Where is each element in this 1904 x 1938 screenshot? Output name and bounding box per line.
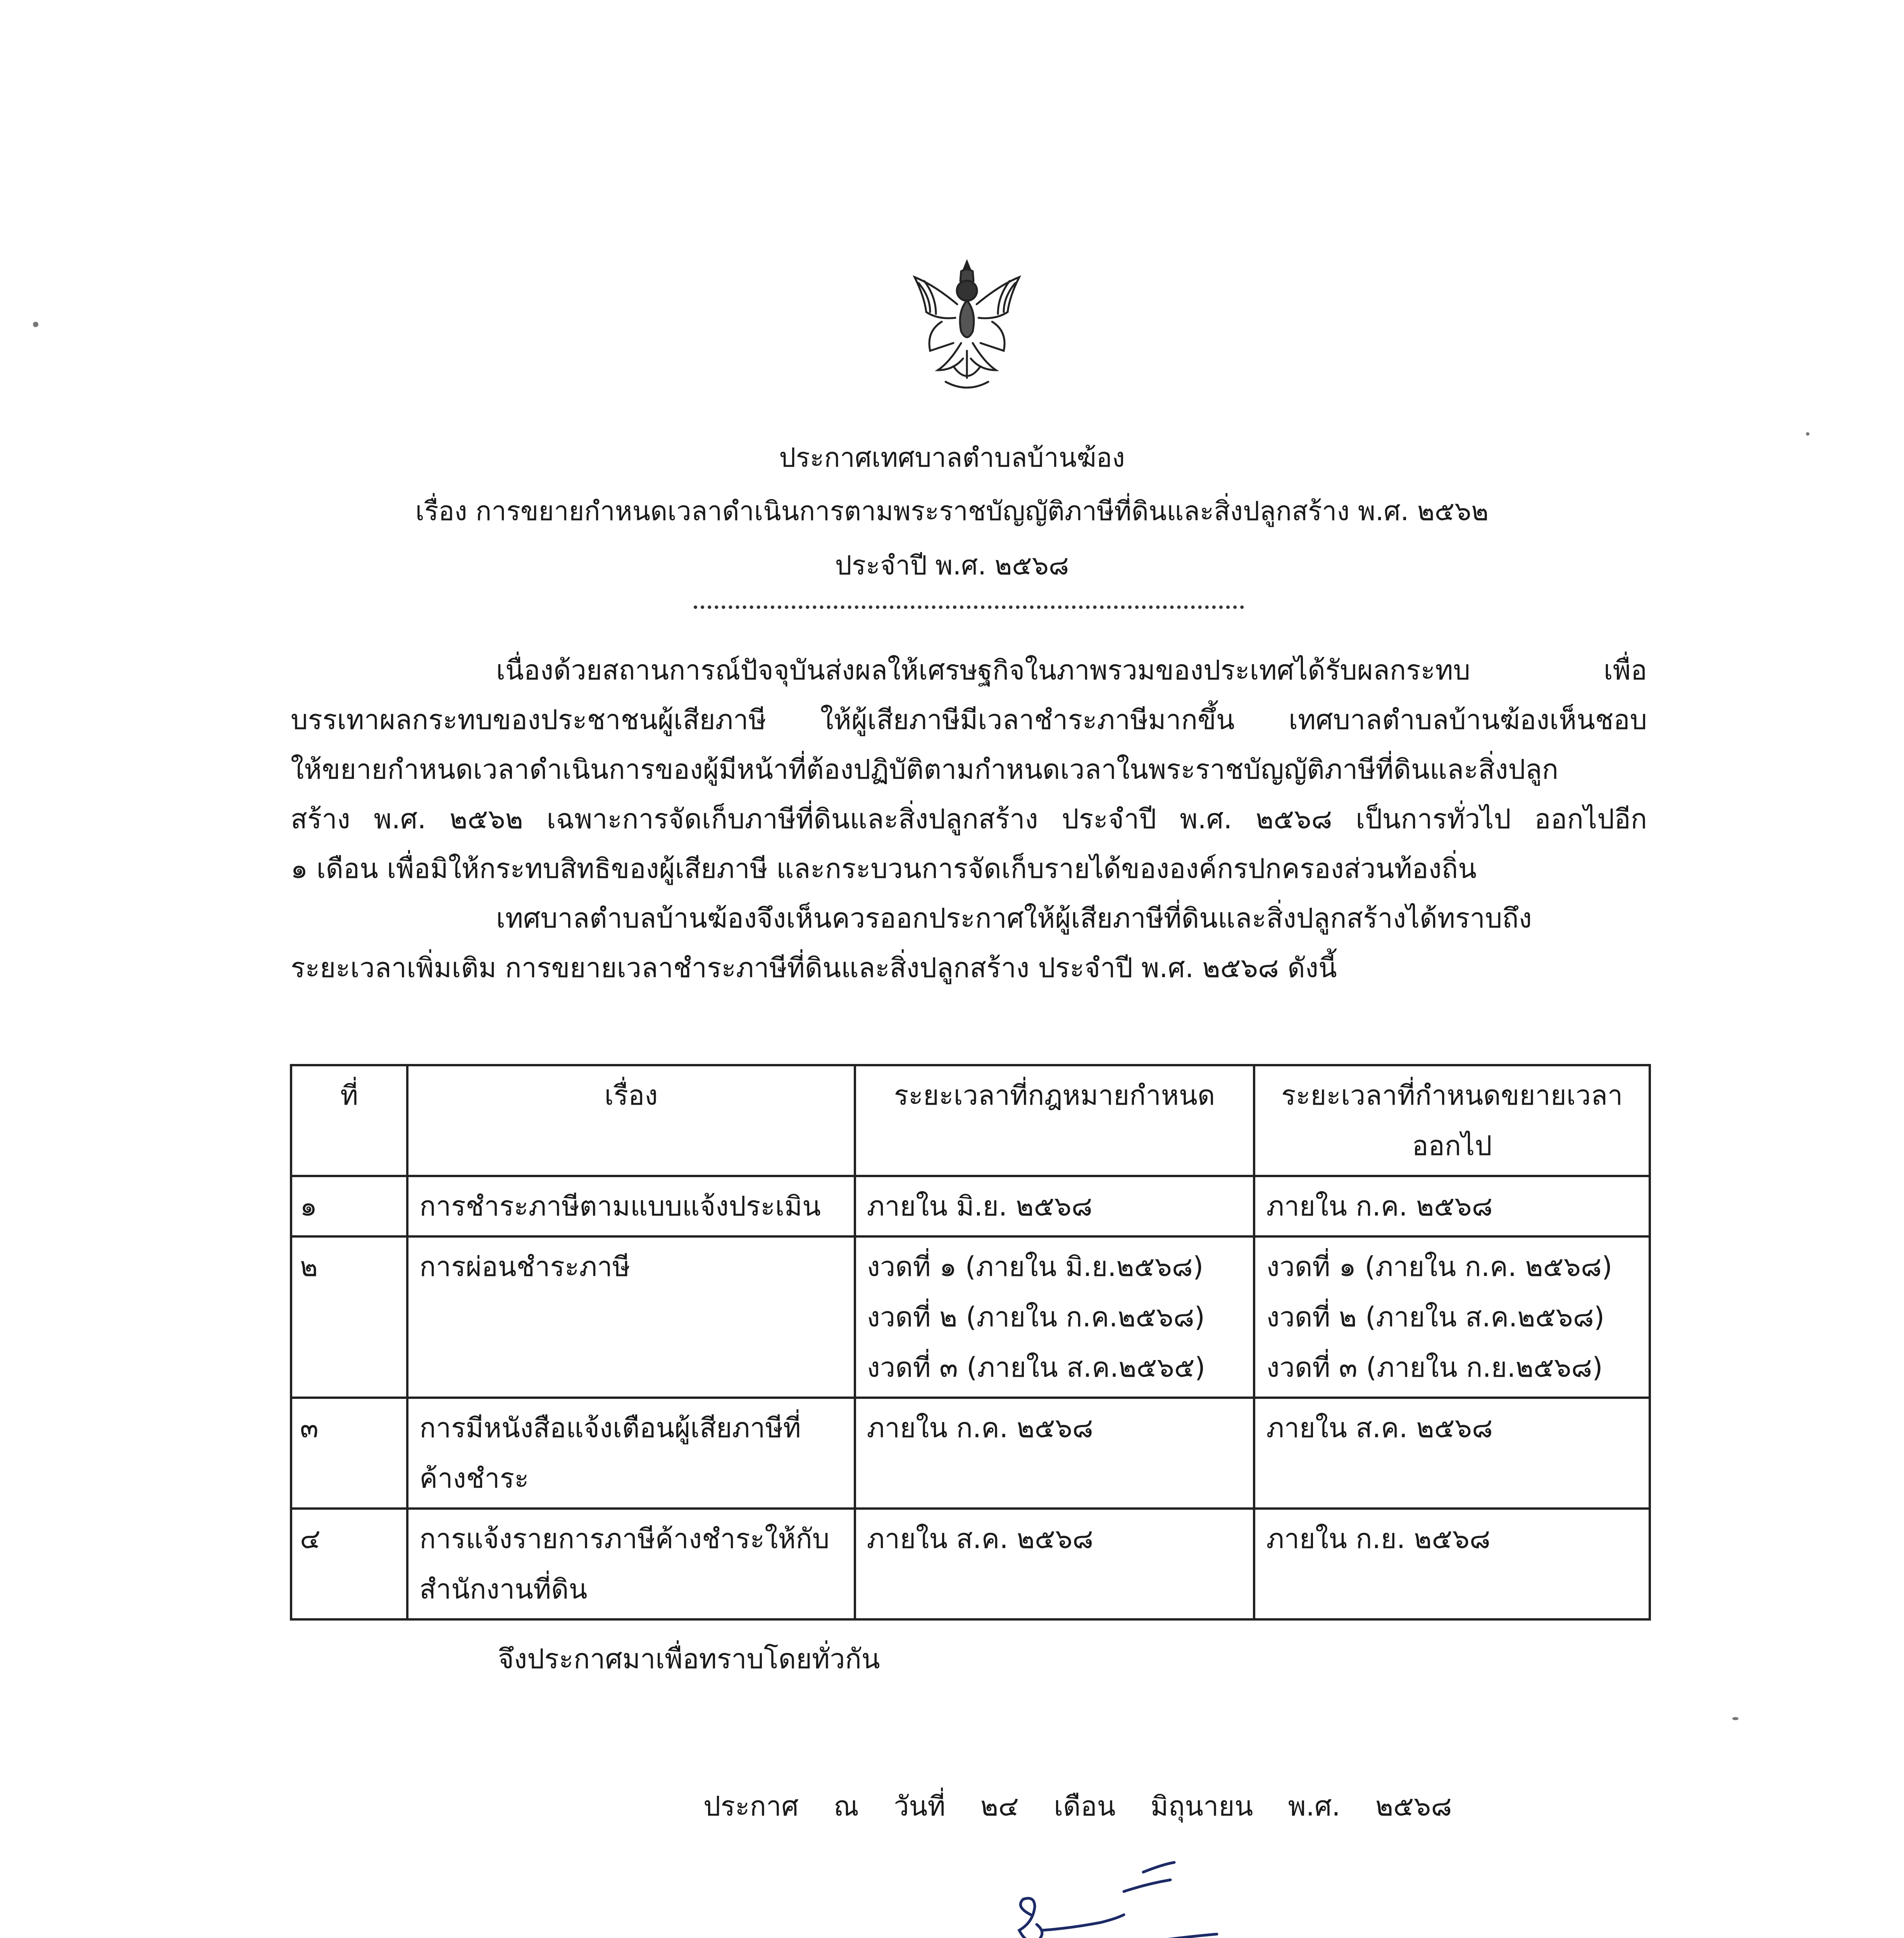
table-row [291,1236,1650,1398]
date-month: มิถุนายน [1150,1790,1253,1822]
table-header-row [291,1065,1650,1176]
row-extended-period [1254,1509,1650,1619]
row-extended-period [1254,1398,1650,1509]
announcement-organization: ประกาศเทศบาลตำบลบ้านฆ้อง [779,443,1125,473]
cell-line: การผ่อนชำระภาษี [419,1251,631,1283]
header-divider [694,605,1244,609]
scan-speck [33,322,38,327]
paragraph-line: บรรเทาผลกระทบของประชาชนผู้เสียภาษี ให้ผู้เสียภาษีมีเวลาชำระภาษีมากขึ้น เทศบาลตำบลบ้านฆ้องเห็นชอบ [291,704,1647,736]
cell-line: ภายใน ก.ย. ๒๕๖๘ [1266,1523,1490,1555]
closing-statement: จึงประกาศมาเพื่อทราบโดยทั่วกัน [498,1643,880,1675]
cell-line: งวดที่ ๒ (ภายใน ก.ค.๒๕๖๘) [867,1301,1205,1333]
header-extended-period [1254,1065,1650,1176]
date-month-label: เดือน [1054,1790,1116,1822]
paragraph-line: เนื่องด้วยสถานการณ์ปัจจุบันส่งผลให้เศรษฐกิจในภาพรวมของประเทศได้รับผลกระทบ เพื่อ [496,654,1647,686]
paragraph-line: เทศบาลตำบลบ้านฆ้องจึงเห็นควรออกประกาศให้ผู้เสียภาษีที่ดินและสิ่งปลูกสร้างได้ทราบถึง [496,902,1532,934]
tax-schedule-table [290,1064,1651,1621]
paragraph-line: สร้าง พ.ศ. ๒๕๖๒ เฉพาะการจัดเก็บภาษีที่ดินและสิ่งปลูกสร้าง ประจำปี พ.ศ. ๒๕๖๘ เป็นการทั่วไป ออกไปอีก [291,803,1647,835]
scan-speck [1732,1717,1739,1720]
cell-line: ค้างชำระ [419,1462,529,1494]
header-no: ที่ [291,1065,407,1176]
date-year: ๒๕๖๘ [1375,1790,1452,1822]
garuda-emblem-icon [903,254,1031,401]
cell-line: การชำระภาษีตามแบบแจ้งประเมิน [419,1190,821,1222]
paragraph-line: ๑ เดือน เพื่อมิให้กระทบสิทธิของผู้เสียภาษี และกระบวนการจัดเก็บรายได้ขององค์กรปกครองส่วนท้องถิ่น [291,853,1477,885]
row-no: ๑ [291,1176,407,1236]
date-day: ๒๔ [980,1790,1019,1822]
row-legal-period [855,1398,1254,1509]
date-at: ณ [834,1790,859,1822]
announcement-year: ประจำปี พ.ศ. ๒๕๖๘ [835,550,1069,581]
header-extended-line-1: ระยะเวลาที่กำหนดขยายเวลา [1281,1079,1623,1111]
cell-line: ภายใน มิ.ย. ๒๕๖๘ [867,1190,1092,1222]
row-legal-period [855,1176,1254,1236]
announcement-date [703,1783,1469,1829]
table-row [291,1176,1650,1236]
row-subject [407,1509,855,1619]
row-legal-period [855,1509,1254,1619]
paragraph-line: ระยะเวลาเพิ่มเติม การขยายเวลาชำระภาษีที่ดินและสิ่งปลูกสร้าง ประจำปี พ.ศ. ๒๕๖๘ ดังนี้ [291,952,1337,984]
cell-line: ภายใน ส.ค. ๒๕๖๘ [1266,1412,1493,1444]
row-extended-period [1254,1176,1650,1236]
header-legal-period: ระยะเวลาที่กฎหมายกำหนด [855,1065,1254,1176]
header-extended-line-2: ออกไป [1412,1130,1492,1162]
cell-line: งวดที่ ๒ (ภายใน ส.ค.๒๕๖๘) [1266,1301,1605,1333]
date-year-label: พ.ศ. [1288,1790,1341,1822]
date-day-label: วันที่ [894,1790,946,1822]
row-no: ๔ [291,1509,407,1619]
cell-line: ภายใน ก.ค. ๒๕๖๘ [1266,1190,1493,1222]
row-subject [407,1176,855,1236]
cell-line: ภายใน ก.ค. ๒๕๖๘ [867,1412,1093,1444]
body-paragraph-2 [291,893,1647,993]
cell-line: ภายใน ส.ค. ๒๕๖๘ [867,1523,1094,1555]
body-paragraph-1 [291,645,1647,893]
row-extended-period [1254,1236,1650,1398]
paragraph-line: ให้ขยายกำหนดเวลาดำเนินการของผู้มีหน้าที่ต้องปฏิบัติตามกำหนดเวลาในพระราชบัญญัติภาษีที่ดินและสิ่งปลูก [291,753,1559,785]
row-subject [407,1236,855,1398]
cell-line: การมีหนังสือแจ้งเตือนผู้เสียภาษีที่ [419,1412,801,1444]
date-prefix: ประกาศ [703,1790,799,1822]
announcement-subject: เรื่อง การขยายกำหนดเวลาดำเนินการตามพระราชบัญญัติภาษีที่ดินและสิ่งปลูกสร้าง พ.ศ. ๒๕๖๒ [415,496,1489,527]
cell-line: สำนักงานที่ดิน [419,1573,588,1605]
scan-speck [1806,432,1809,436]
row-subject [407,1398,855,1509]
table-row [291,1398,1650,1509]
cell-line: งวดที่ ๓ (ภายใน ส.ค.๒๕๖๕) [867,1352,1206,1383]
row-legal-period [855,1236,1254,1398]
cell-line: งวดที่ ๓ (ภายใน ก.ย.๒๕๖๘) [1266,1352,1603,1383]
row-no: ๒ [291,1236,407,1398]
handwritten-signature [1000,1857,1232,1938]
row-no: ๓ [291,1398,407,1509]
header-subject: เรื่อง [407,1065,855,1176]
table-row [291,1509,1650,1619]
cell-line: งวดที่ ๑ (ภายใน ก.ค. ๒๕๖๘) [1266,1251,1613,1283]
cell-line: งวดที่ ๑ (ภายใน มิ.ย.๒๕๖๘) [867,1251,1204,1283]
cell-line: การแจ้งรายการภาษีค้างชำระให้กับ [419,1523,830,1555]
